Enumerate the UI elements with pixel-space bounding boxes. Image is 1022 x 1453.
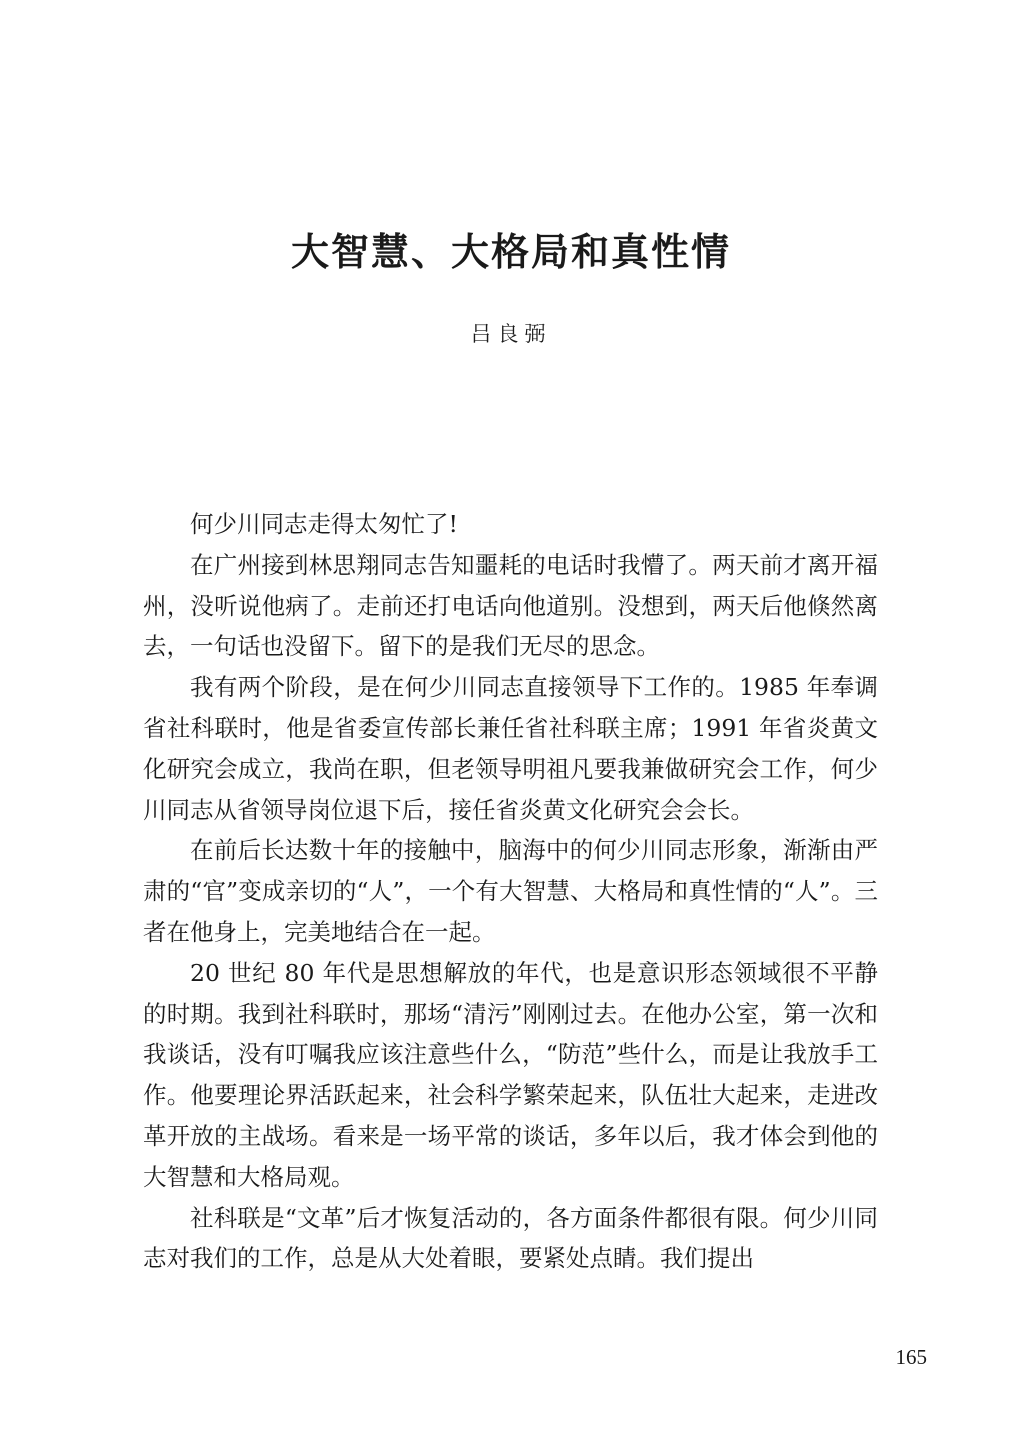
article-title: 大智慧、大格局和真性情 xyxy=(290,229,731,274)
paragraph: 社科联是“文革”后才恢复活动的，各方面条件都很有限。何少川同志对我们的工作，总是从大处着眼，要紧处点睛。我们提出 xyxy=(143,1203,878,1273)
page-number: 165 xyxy=(895,1345,927,1369)
article-body xyxy=(143,504,878,1279)
paragraph: 何少川同志走得太匆忙了! xyxy=(190,510,458,538)
paragraph: 在广州接到林思翔同志告知噩耗的电话时我懵了。两天前才离开福州，没听说他病了。走前还打电话向他道别。没想到，两天后他倏然离去，一句话也没留下。留下的是我们无尽的思念。 xyxy=(143,550,878,661)
paragraph: 在前后长达数十年的接触中，脑海中的何少川同志形象，渐渐由严肃的“官”变成亲切的“人”，一个有大智慧、大格局和真性情的“人”。三者在他身上，完美地结合在一起。 xyxy=(143,836,878,946)
paragraph: 我有两个阶段，是在何少川同志直接领导下工作的。1985 年奉调省社科联时，他是省委宣传部长兼任省社科联主席；1991 年省炎黄文化研究会成立，我尚在职，但老领导明祖凡要我兼做研究会工作，何少川同志从省领导岗位退下后，接任省炎黄文化研究会会长。 xyxy=(143,673,878,824)
author-name: 吕良弼 xyxy=(470,322,552,346)
paragraph: 20 世纪 80 年代是思想解放的年代，也是意识形态领域很不平静的时期。我到社科联时，那场“清污”刚刚过去。在他办公室，第一次和我谈话，没有叮嘱我应该注意些什么，“防范”些什么，而是让我放手工作。他要理论界活跃起来，社会科学繁荣起来，队伍壮大起来，走进改革开放的主战场。看来是一场平常的谈话，多年以后，我才体会到他的大智慧和大格局观。 xyxy=(143,958,878,1191)
